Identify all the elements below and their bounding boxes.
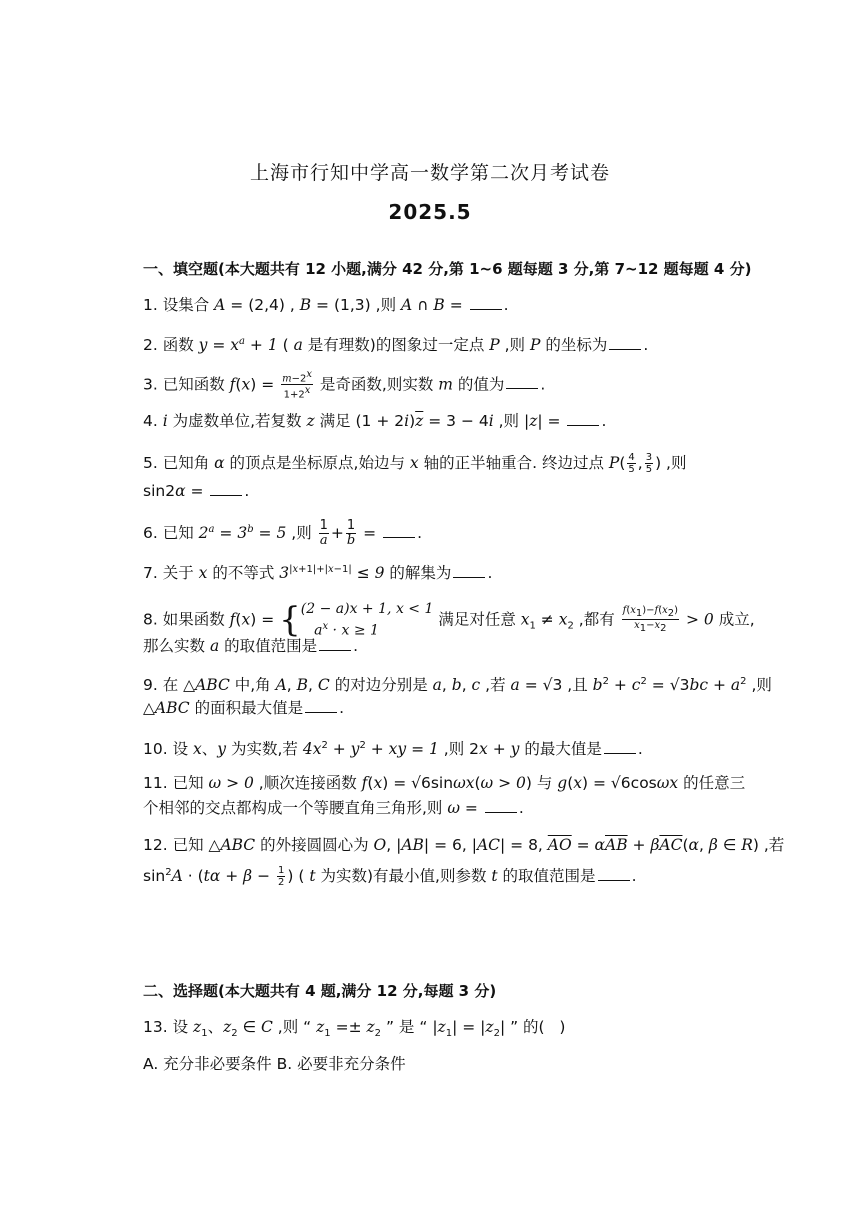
question-5-cont: sin2α = . [143, 482, 250, 500]
question-1: 1. 设集合 A = (2,4) , B = (1,3) ,则 A ∩ B = . [143, 296, 509, 314]
question-12: 12. 已知 △ABC 的外接圆圆心为 O, |AB| = 6, |AC| = 8, $\overline{AO} = \alpha\overline{AB} + \beta\overline{AC}(\alpha$, β ∈ R) ,若 [143, 836, 785, 854]
question-5: 5. 已知角 α 的顶点是坐标原点,始边与 x 轴的正半轴重合. 终边过点 P( $\frac{4}{5}$ , $\frac{3}{5}$ ) ,则 [143, 452, 687, 475]
question-6: 6. 已知 $2^a = 3^b = 5$ ,则 $\frac{1}{a}$ + $\frac{1}{b}$ = . [143, 518, 423, 549]
question-9: 9. 在 △ABC 中,角 A, B, C 的对边分别是 a, b, c ,若 a = √3 ,且 $b^2 + c^2 = √3bc + a^2$ ,则 [143, 676, 772, 695]
question-8: 8. 如果函数 f(x) = {(2 − a)x + 1, x < 1 $a^x \cdot x \ge 1$ 满足对任意 $x_1 \ne x_2$ ,都有 $\frac{f(x_1)-f(x_2)}{x_1-x_2}$ > 0 成立, [143, 599, 755, 640]
question-8-cont: 那么实数 a 的取值范围是 . [143, 637, 359, 655]
question-3: 3. 已知函数 f(x) = $\frac{m-2^x}{1+2^x}$ 是奇函数,则实数 m 的值为 . [143, 369, 546, 401]
question-2: 2. 函数 $y = x^a + 1$ ( a 是有理数)的图象过一定点 P ,则 P 的坐标为 . [143, 336, 649, 355]
question-9-cont: △ABC 的面积最大值是 . [143, 699, 345, 717]
exam-date: 2025.5 [388, 200, 472, 224]
question-10: 10. 设 x、y 为实数,若 $4x^2 + y^2$ + xy = 1 ,则 2x + y 的最大值是 . [143, 740, 643, 759]
section-1-heading: 一、填空题(本大题共有 12 小题,满分 42 分,第 1~6 题每题 3 分,第 7~12 题每题 4 分) [143, 260, 752, 278]
question-13: 13. 设 $z_1$、$z_2$ ∈ C ,则 “ $z_1 =\pm z_2$ ” 是 “ $|z_1| = |z_2|$ ” 的( ) [143, 1018, 566, 1040]
question-12-cont: $\sin^2A \cdot (t\alpha + \beta$ − $\frac{1}{2}$ ) ( t 为实数)有最小值,则参数 t 的取值范围是 . [143, 865, 637, 889]
question-13-options: A. 充分非必要条件 B. 必要非充分条件 [143, 1055, 406, 1073]
question-11: 11. 已知 ω > 0 ,顺次连接函数 f(x) = √6sinωx(ω > 0) 与 g(x) = √6cosωx 的任意三 [143, 774, 746, 792]
exam-title: 上海市行知中学高一数学第二次月考试卷 [249, 162, 610, 184]
question-11-cont: 个相邻的交点都构成一个等腰直角三角形,则 ω = . [143, 799, 524, 817]
section-2-heading: 二、选择题(本大题共有 4 题,满分 12 分,每题 3 分) [143, 982, 497, 1000]
question-7: 7. 关于 x 的不等式 $3^{|x+1|+|x-1|} \le 9$ 的解集为 . [143, 564, 493, 583]
question-4: 4. i 为虚数单位,若复数 z 满足 $(1 + 2i)\overline{z} = 3 - 4i$ ,则 |z| = . [143, 412, 607, 430]
